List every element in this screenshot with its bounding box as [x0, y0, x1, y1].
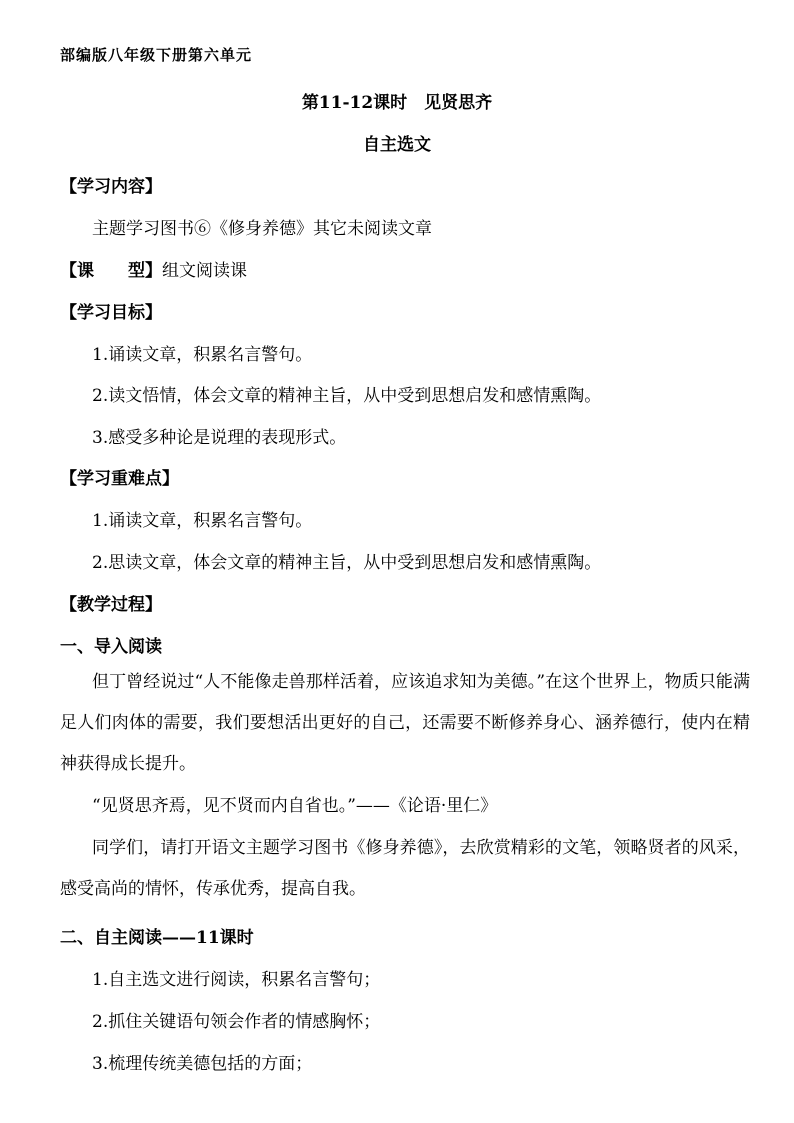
- key-heading: 【学习重难点】: [60, 469, 179, 489]
- part1-paragraph: 但丁曾经说过“人不能像走兽那样活着，应该追求知为美德。”在这个世界上，物质只能满足人们肉体的需要，我们要想活出更好的自己，还需要不断修养身心、涵养德行，使内在精神获得成长提升。: [60, 672, 750, 774]
- type-label: 【课 型】: [60, 261, 162, 281]
- lesson-title: 第11-12课时 见贤思齐: [301, 93, 493, 113]
- type-line: [60, 256, 754, 281]
- part1-heading: 一、导入阅读: [60, 637, 162, 657]
- part2-heading: 二、自主阅读——11课时: [60, 928, 254, 948]
- content-text: 主题学习图书⑥《修身养德》其它未阅读文章: [92, 219, 432, 239]
- part2-item: 2.抓住关键语句领会作者的情感胸怀；: [92, 1012, 381, 1032]
- key-item: 2.思读文章，体会文章的精神主旨，从中受到思想启发和感情熏陶。: [92, 553, 602, 573]
- lesson-subtitle: 自主选文: [363, 135, 431, 155]
- part2-item: 1.自主选文进行阅读，积累名言警句；: [92, 970, 381, 990]
- header-note: 部编版八年级下册第六单元: [60, 46, 253, 64]
- part1-quote: “见贤思齐焉，见不贤而内自省也。”——《论语·里仁》: [92, 796, 498, 816]
- process-heading: 【教学过程】: [60, 595, 162, 615]
- goal-item: 3.感受多种论是说理的表现形式。: [92, 428, 347, 448]
- goal-item: 1.诵读文章，积累名言警句。: [92, 345, 313, 365]
- key-item: 1.诵读文章，积累名言警句。: [92, 511, 313, 531]
- part1-paragraph-2: 同学们，请打开语文主题学习图书《修身养德》，去欣赏精彩的文笔，领略贤者的风采，感受高尚的情怀，传承优秀，提高自我。: [60, 838, 750, 899]
- content-heading: 【学习内容】: [60, 177, 162, 197]
- goal-item: 2.读文悟情，体会文章的精神主旨，从中受到思想启发和感情熏陶。: [92, 386, 602, 406]
- part2-item: 3.梳理传统美德包括的方面；: [92, 1054, 313, 1074]
- type-value: 组文阅读课: [162, 261, 247, 281]
- goals-heading: 【学习目标】: [60, 303, 162, 323]
